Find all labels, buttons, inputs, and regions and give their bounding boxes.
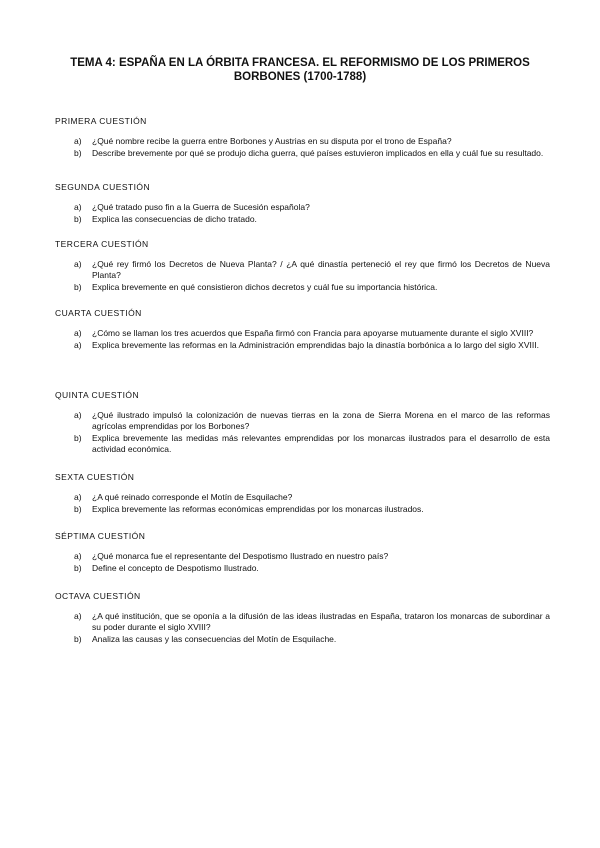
- section-octava: [55, 591, 550, 646]
- question-text: Analiza las causas y las consecuencias del Motín de Esquilache.: [92, 634, 337, 644]
- question-letter: a): [74, 340, 82, 350]
- question-letter: a): [74, 410, 82, 420]
- section-cuarta: [55, 308, 550, 352]
- section-heading: TERCERA CUESTIÓN: [55, 239, 149, 249]
- question-text: Explica brevemente en qué consistieron dichos decretos y cuál fue su importancia histórica.: [92, 282, 438, 292]
- section-heading: CUARTA CUESTIÓN: [55, 308, 142, 318]
- section-heading: OCTAVA CUESTIÓN: [55, 591, 141, 601]
- question-letter: a): [74, 328, 82, 338]
- question-text: Explica brevemente las reformas en la Administración emprendidas bajo la dinastía borbónica a lo largo del siglo XVIII.: [92, 340, 539, 350]
- question-letter: a): [74, 551, 82, 561]
- question-letter: a): [74, 202, 82, 212]
- question-letter: a): [74, 136, 82, 146]
- question-letter: b): [74, 282, 82, 292]
- section-heading: PRIMERA CUESTIÓN: [55, 116, 147, 126]
- section-tercera: [55, 239, 550, 294]
- question-item: [55, 551, 550, 562]
- question-item: [55, 634, 550, 645]
- question-text: ¿A qué institución, que se oponía a la difusión de las ideas ilustradas en España, trataron los monarcas de subordinar a su poder durante el siglo XVIII?: [92, 611, 550, 632]
- question-item: [55, 214, 550, 225]
- section-heading: SEGUNDA CUESTIÓN: [55, 182, 151, 192]
- question-text: ¿Qué monarca fue el representante del Despotismo Ilustrado en nuestro país?: [92, 551, 389, 561]
- question-letter: b): [74, 148, 82, 158]
- question-item: [55, 504, 550, 515]
- section-quinta: [55, 390, 550, 456]
- question-text: Explica las consecuencias de dicho tratado.: [92, 214, 257, 224]
- question-item: [55, 136, 550, 147]
- question-text: ¿Cómo se llaman los tres acuerdos que España firmó con Francia para apoyarse mutuamente durante el siglo XVIII?: [92, 328, 534, 338]
- question-text: ¿Qué nombre recibe la guerra entre Borbones y Austrias en su disputa por el trono de España?: [92, 136, 452, 146]
- question-text: ¿A qué reinado corresponde el Motín de Esquilache?: [92, 492, 293, 502]
- question-letter: b): [74, 563, 82, 573]
- question-text: ¿Qué ilustrado impulsó la colonización de nuevas tierras en la zona de Sierra Morena en el marco de las reformas agrícolas emprendidas por los Borbones?: [92, 410, 550, 431]
- question-letter: a): [74, 259, 82, 269]
- question-item: [55, 433, 550, 455]
- section-septima: [55, 531, 550, 575]
- question-text: Explica brevemente las medidas más relevantes emprendidas por los monarcas ilustrados para el desarrollo de esta actividad económica.: [92, 433, 550, 454]
- question-letter: b): [74, 504, 82, 514]
- question-item: [55, 492, 550, 503]
- question-text: Explica brevemente las reformas económicas emprendidas por los monarcas ilustrados.: [92, 504, 424, 514]
- question-item: [55, 328, 550, 339]
- question-letter: a): [74, 611, 82, 621]
- question-item: [55, 410, 550, 432]
- question-item: [55, 202, 550, 213]
- question-text: ¿Qué rey firmó los Decretos de Nueva Planta? / ¿A qué dinastía perteneció el rey que firmó los Decretos de Nueva Planta?: [92, 259, 550, 280]
- question-item: [55, 611, 550, 633]
- question-text: Define el concepto de Despotismo Ilustrado.: [92, 563, 259, 573]
- section-primera: [55, 116, 550, 160]
- question-item: [55, 259, 550, 281]
- question-text: ¿Qué tratado puso fin a la Guerra de Sucesión española?: [92, 202, 310, 212]
- section-heading: SEXTA CUESTIÓN: [55, 472, 135, 482]
- document-title: TEMA 4: ESPAÑA EN LA ÓRBITA FRANCESA. EL REFORMISMO DE LOS PRIMEROS BORBONES (1700-1788): [70, 57, 530, 83]
- question-text: Describe brevemente por qué se produjo dicha guerra, qué países estuvieron implicados en ella y cuál fue su resultado.: [92, 148, 544, 158]
- question-letter: a): [74, 492, 82, 502]
- question-item: [55, 282, 550, 293]
- section-heading: SÉPTIMA CUESTIÓN: [55, 531, 146, 541]
- question-item: [55, 340, 550, 351]
- section-heading: QUINTA CUESTIÓN: [55, 390, 140, 400]
- question-letter: b): [74, 433, 82, 443]
- question-letter: b): [74, 634, 82, 644]
- question-item: [55, 563, 550, 574]
- section-sexta: [55, 472, 550, 516]
- question-letter: b): [74, 214, 82, 224]
- question-item: [55, 148, 550, 159]
- section-segunda: [55, 182, 550, 226]
